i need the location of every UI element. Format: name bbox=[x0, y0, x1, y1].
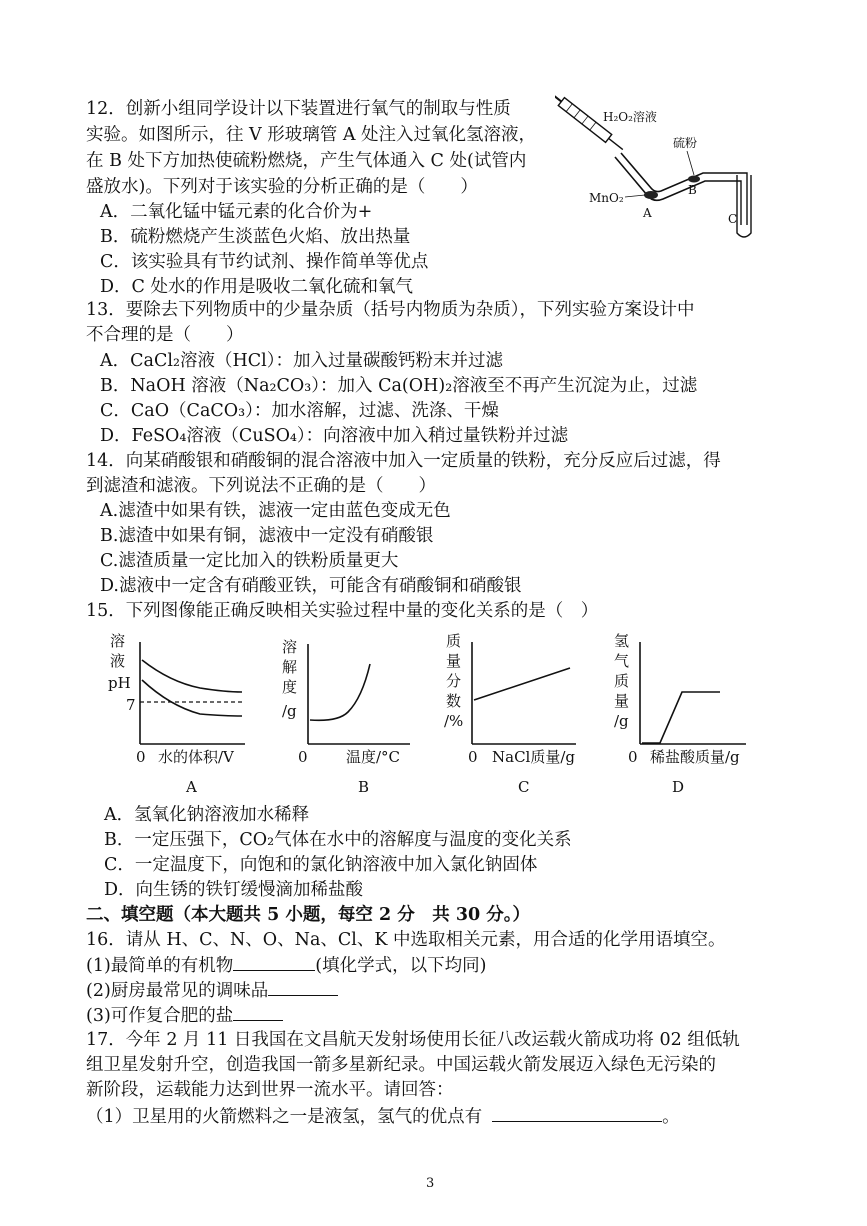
q12-line-4: 盛放水)。下列对于该实验的分析正确的是（ ） bbox=[86, 177, 478, 197]
graph-a-ylabel-2: 液 bbox=[110, 652, 126, 670]
graph-a-xlabel: 水的体积/V bbox=[158, 748, 234, 766]
q14-option-d: D.滤液中一定含有硝酸亚铁，可能含有硝酸铜和硝酸银 bbox=[100, 576, 522, 596]
point-a-label: A bbox=[643, 206, 652, 220]
q12-line-1: 12．创新小组同学设计以下装置进行氧气的制取与性质 bbox=[86, 99, 511, 119]
graph-b-ylabel-1: 溶 bbox=[282, 638, 298, 656]
graph-d bbox=[614, 632, 746, 796]
q14-option-a: A.滤渣中如果有铁，滤液一定由蓝色变成无色 bbox=[100, 501, 451, 521]
q12-option-c: C．该实验具有节约试剂、操作简单等优点 bbox=[100, 252, 429, 272]
q13-option-d: D．FeSO₄溶液（CuSO₄）：向溶液中加入稍过量铁粉并过滤 bbox=[100, 426, 569, 446]
q12-line-3: 在 B 处下方加热使硫粉燃烧，产生气体通入 C 处(试管内 bbox=[86, 151, 527, 171]
q17-line-2: 组卫星发射升空，创造我国一箭多星新纪录。中国运载火箭发展迈入绿色无污染的 bbox=[86, 1055, 716, 1075]
q16-item-2-text: (2)厨房最常见的调味品 bbox=[86, 981, 269, 1001]
q15-graphs bbox=[100, 630, 780, 802]
q14-option-c: C.滤渣质量一定比加入的铁粉质量更大 bbox=[100, 551, 399, 571]
q16-item-1-text: (1)最简单的有机物 bbox=[86, 956, 234, 976]
q15-stem: 15．下列图像能正确反映相关实验过程中量的变化关系的是（ ） bbox=[86, 601, 599, 621]
q12-option-a: A．二氧化锰中锰元素的化合价为+ bbox=[100, 202, 373, 222]
sulfur-label: 硫粉 bbox=[673, 136, 698, 150]
q16-item-1-blank[interactable] bbox=[233, 954, 315, 971]
q16-stem: 16．请从 H、C、N、O、Na、Cl、K 中选取相关元素，用合适的化学用语填空。 bbox=[86, 930, 726, 950]
q12-option-d: D．C 处水的作用是吸收二氧化硫和氧气 bbox=[100, 277, 413, 297]
q15-option-a: A．氢氧化钠溶液加水稀释 bbox=[104, 805, 310, 825]
graph-a-ylabel-1: 溶 bbox=[110, 632, 126, 650]
q17-item-1-blank[interactable] bbox=[492, 1105, 662, 1122]
graph-d-tag: D bbox=[672, 778, 685, 796]
point-c-label: C bbox=[728, 212, 738, 226]
apparatus-figure bbox=[555, 95, 775, 245]
q16-item-3-text: (3)可作复合肥的盐 bbox=[86, 1006, 234, 1026]
q17-line-1: 17．今年 2 月 11 日我国在文昌航天发射场使用长征八改运载火箭成功将 02 组低轨 bbox=[86, 1030, 740, 1050]
graph-c-ylabel-4: 数 bbox=[446, 692, 462, 710]
q17-item-1-text: （1）卫星用的火箭燃料之一是液氢，氢气的优点有 bbox=[86, 1107, 483, 1127]
graph-d-ylabel-2: 气 bbox=[614, 652, 630, 670]
graph-b bbox=[282, 638, 410, 796]
section-2-title: 二、填空题（本大题共 5 小题，每空 2 分 共 30 分。） bbox=[86, 905, 531, 925]
q14-option-b: B.滤渣中如果有铜，滤液中一定没有硝酸银 bbox=[100, 526, 434, 546]
graph-b-ylabel-4: /g bbox=[282, 702, 297, 720]
graph-c-tag: C bbox=[518, 778, 530, 796]
q16-item-3-blank[interactable] bbox=[233, 1004, 283, 1021]
graph-d-ylabel-4: 量 bbox=[614, 692, 630, 710]
q15-option-c: C．一定温度下，向饱和的氯化钠溶液中加入氯化钠固体 bbox=[104, 855, 538, 875]
q14-line-2: 到滤渣和滤液。下列说法不正确的是（ ） bbox=[86, 476, 436, 496]
h2o2-label: H₂O₂溶液 bbox=[603, 110, 657, 124]
q17-item-1 bbox=[86, 1105, 680, 1128]
point-b-label: B bbox=[688, 183, 697, 197]
graph-a-ylabel-3: pH bbox=[108, 674, 131, 692]
q16-item-3 bbox=[86, 1004, 283, 1027]
q16-item-2 bbox=[86, 979, 338, 1002]
q16-item-1 bbox=[86, 954, 486, 977]
page-number: 3 bbox=[426, 1176, 435, 1191]
graph-d-ylabel-3: 质 bbox=[614, 672, 630, 690]
graph-c-ylabel-3: 分 bbox=[446, 672, 462, 690]
mno2-label: MnO₂ bbox=[589, 191, 624, 205]
q13-option-a: A．CaCl₂溶液（HCl）：加入过量碳酸钙粉末并过滤 bbox=[100, 351, 503, 371]
graph-d-xlabel: 稀盐酸质量/g bbox=[650, 748, 740, 766]
graph-b-xlabel: 温度/°C bbox=[346, 748, 401, 766]
graph-c-ylabel-5: /% bbox=[444, 712, 464, 730]
graph-c-origin: 0 bbox=[468, 748, 478, 766]
graph-b-ylabel-2: 解 bbox=[282, 658, 298, 676]
graph-c-ylabel-2: 量 bbox=[446, 652, 462, 670]
q12-line-2: 实验。如图所示，往 V 形玻璃管 A 处注入过氧化氢溶液， bbox=[86, 125, 537, 145]
graph-a bbox=[108, 632, 245, 796]
q15-option-b: B．一定压强下，CO₂气体在水中的溶解度与温度的变化关系 bbox=[104, 830, 572, 850]
graph-d-ylabel-1: 氢 bbox=[614, 632, 630, 650]
graph-c bbox=[444, 632, 576, 796]
q14-line-1: 14．向某硝酸银和硝酸铜的混合溶液中加入一定质量的铁粉，充分反应后过滤，得 bbox=[86, 451, 721, 471]
q12-option-b: B．硫粉燃烧产生淡蓝色火焰、放出热量 bbox=[100, 227, 411, 247]
q17-item-1-suffix: 。 bbox=[662, 1107, 680, 1127]
graph-b-tag: B bbox=[358, 778, 370, 796]
graph-b-ylabel-3: 度 bbox=[282, 678, 298, 696]
q17-line-3: 新阶段，运载能力达到世界一流水平。请回答： bbox=[86, 1080, 454, 1100]
q13-option-b: B．NaOH 溶液（Na₂CO₃）：加入 Ca(OH)₂溶液至不再产生沉淀为止，过滤 bbox=[100, 376, 698, 396]
graph-a-tag: A bbox=[186, 778, 197, 796]
graph-b-origin: 0 bbox=[298, 748, 308, 766]
graph-d-ylabel-5: /g bbox=[614, 712, 629, 730]
q15-option-d: D．向生锈的铁钉缓慢滴加稀盐酸 bbox=[104, 880, 364, 900]
q16-item-2-blank[interactable] bbox=[268, 979, 338, 996]
graph-a-y7: 7 bbox=[126, 696, 136, 714]
graph-a-origin: 0 bbox=[136, 748, 146, 766]
q13-line-1: 13．要除去下列物质中的少量杂质（括号内物质为杂质），下列实验方案设计中 bbox=[86, 300, 695, 320]
graph-c-xlabel: NaCl质量/g bbox=[492, 748, 575, 766]
graph-d-origin: 0 bbox=[628, 748, 638, 766]
q16-item-1-suffix: (填化学式，以下均同) bbox=[315, 956, 487, 976]
graph-c-ylabel-1: 质 bbox=[446, 632, 462, 650]
q13-option-c: C．CaO（CaCO₃）：加水溶解，过滤、洗涤、干燥 bbox=[100, 401, 499, 421]
q13-line-2: 不合理的是（ ） bbox=[86, 325, 244, 345]
